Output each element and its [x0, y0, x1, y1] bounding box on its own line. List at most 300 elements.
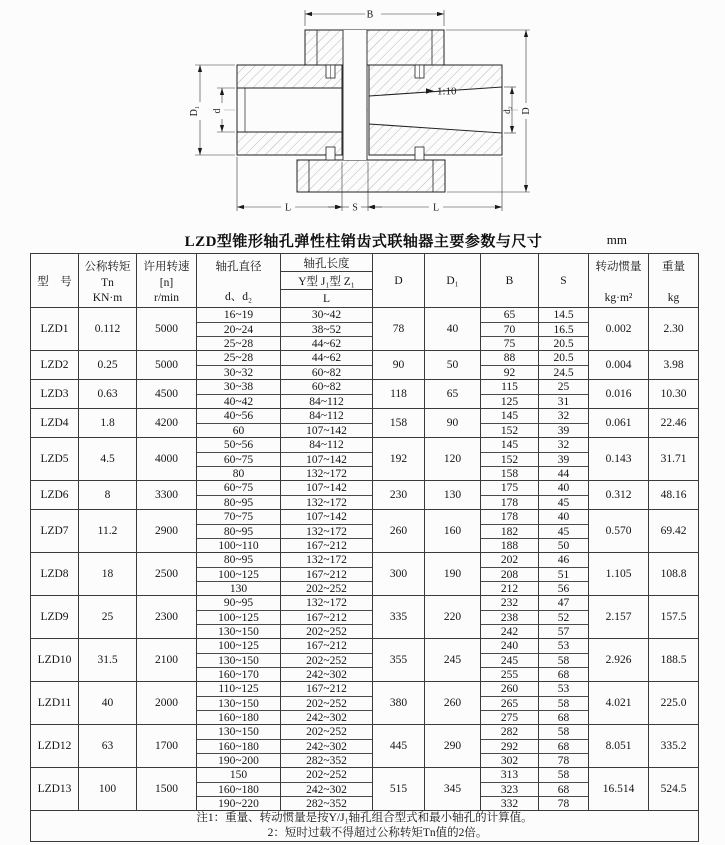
bore-length-cell-sub: 202~252: [306, 726, 347, 738]
B-cell: [481, 380, 539, 409]
S-cell-sub: 53: [557, 640, 570, 652]
S-cell-sub: 20.5: [553, 352, 574, 364]
inertia-cell: 0.312: [589, 481, 649, 510]
D-cell: 230: [373, 481, 425, 510]
S-cell-sub: 14.5: [553, 309, 574, 321]
B-cell-sub: 145: [500, 439, 519, 451]
D1-cell: 120: [425, 438, 481, 481]
speed-cell: 2900: [137, 510, 197, 553]
S-cell-sub: 68: [539, 739, 588, 753]
table-row: [31, 553, 699, 596]
bore-diameter-cell-sub: 100~110: [197, 538, 280, 552]
weight-cell: 48.16: [649, 481, 699, 510]
S-cell-sub: 78: [539, 753, 588, 767]
S-cell-sub: 46: [557, 554, 570, 566]
S-cell: [539, 308, 589, 351]
S-cell-sub: 51: [539, 567, 588, 581]
bore-diameter-cell: [197, 596, 281, 639]
D1-cell: 220: [425, 596, 481, 639]
dim-label-d1: D₁: [189, 105, 200, 117]
bore-diameter-cell-sub: 190~200: [197, 753, 280, 767]
bore-length-cell: [281, 380, 373, 409]
assembly-drawing: [182, 0, 552, 225]
D1-cell: 345: [425, 768, 481, 811]
model-cell: LZD4: [31, 409, 79, 438]
bore-diameter-cell-sub: 80: [197, 466, 280, 480]
bore-diameter-cell: [197, 380, 281, 409]
header-torque: [79, 254, 137, 308]
notes-row: [31, 811, 699, 842]
S-cell-sub: 39: [539, 452, 588, 466]
D-cell: 192: [373, 438, 425, 481]
B-cell-sub: 88: [503, 352, 516, 364]
table-row: [31, 682, 699, 725]
bore-length-cell: [281, 639, 373, 682]
bore-length-cell: [281, 682, 373, 725]
bore-diameter-cell-sub: 130~150: [197, 653, 280, 667]
bore-length-cell-sub: 167~212: [281, 538, 372, 552]
S-cell: [539, 351, 589, 380]
weight-cell: 69.42: [649, 510, 699, 553]
D1-cell: 245: [425, 639, 481, 682]
bore-length-cell-sub: 84~112: [309, 410, 344, 422]
bore-dia-line2: d、d₂: [224, 291, 252, 303]
weight-cell: 2.30: [649, 308, 699, 351]
B-cell-sub: 282: [500, 726, 519, 738]
B-cell-sub: 240: [500, 640, 519, 652]
dim-label-d-outer: D: [521, 107, 532, 115]
torque-cell: 18: [79, 553, 137, 596]
bore-diameter-cell: [197, 481, 281, 510]
B-cell-sub: 125: [481, 394, 538, 408]
bore-diameter-cell-sub: 25~28: [197, 336, 280, 350]
S-cell: [539, 768, 589, 811]
D1-cell: 190: [425, 553, 481, 596]
bore-length-cell-sub: 282~352: [281, 796, 372, 810]
S-cell: [539, 409, 589, 438]
bore-length-cell-sub: 167~212: [306, 683, 347, 695]
bore-length-cell: [281, 351, 373, 380]
B-cell: [481, 596, 539, 639]
torque-cell: 100: [79, 768, 137, 811]
S-cell: [539, 380, 589, 409]
B-cell-sub: 313: [500, 769, 519, 781]
D-cell: 78: [373, 308, 425, 351]
B-cell-sub: 255: [481, 667, 538, 681]
bore-diameter-cell-sub: 30~32: [197, 365, 280, 379]
S-cell: [539, 639, 589, 682]
model-cell: LZD3: [31, 380, 79, 409]
D-cell: 158: [373, 409, 425, 438]
bore-diameter-cell-sub: 30~38: [223, 381, 254, 393]
B-cell-sub: 70: [481, 322, 538, 336]
weight-cell: 524.5: [649, 768, 699, 811]
parameters-table: [30, 253, 699, 842]
bore-diameter-cell-sub: 90~95: [223, 597, 254, 609]
weight-cell: 31.71: [649, 438, 699, 481]
dim-label-l-left: L: [284, 202, 292, 214]
table-row: [31, 438, 699, 481]
weight-cell: 108.8: [649, 553, 699, 596]
D1-cell: 50: [425, 351, 481, 380]
speed-cell: 4200: [137, 409, 197, 438]
bore-diameter-cell-sub: 70~75: [223, 511, 254, 523]
bore-diameter-cell-sub: 160~170: [197, 667, 280, 681]
B-cell-sub: 188: [481, 538, 538, 552]
bore-length-cell-sub: 242~302: [281, 739, 372, 753]
weight-cell: 22.46: [649, 409, 699, 438]
table-row: [31, 481, 699, 510]
bore-diameter-cell: [197, 639, 281, 682]
D-cell: 355: [373, 639, 425, 682]
inertia-cell: 0.061: [589, 409, 649, 438]
speed-cell: 2100: [137, 639, 197, 682]
header-row: [31, 254, 699, 308]
speed-cell: 1700: [137, 725, 197, 768]
bore-diameter-cell-sub: 110~125: [218, 683, 259, 695]
header-model: [31, 254, 79, 308]
B-cell-sub: 92: [481, 365, 538, 379]
bore-diameter-cell-sub: 80~95: [223, 554, 254, 566]
D-cell: 300: [373, 553, 425, 596]
B-cell-sub: 115: [501, 381, 518, 393]
speed-cell: 2300: [137, 596, 197, 639]
B-cell: [481, 481, 539, 510]
D1-cell: 40: [425, 308, 481, 351]
S-cell: [539, 510, 589, 553]
bore-length-cell-sub: 44~62: [311, 352, 342, 364]
torque-line3: KN·m: [92, 292, 123, 304]
notes-cell: [31, 811, 699, 842]
S-cell-sub: 68: [539, 667, 588, 681]
torque-line1: 公称转矩: [84, 261, 131, 273]
B-cell: [481, 409, 539, 438]
bore-length-cell-sub: 202~252: [306, 769, 347, 781]
weight-cell: 157.5: [649, 596, 699, 639]
speed-cell: 4000: [137, 438, 197, 481]
D1-cell: 160: [425, 510, 481, 553]
S-cell-sub: 44: [539, 466, 588, 480]
speed-cell: 1500: [137, 768, 197, 811]
S-cell-sub: 58: [557, 726, 570, 738]
B-cell-sub: 245: [481, 653, 538, 667]
D1-cell: 90: [425, 409, 481, 438]
speed-cell: 2000: [137, 682, 197, 725]
note-line-1: 注1：重量、转动惯量是按Y/J₁轴孔组合型式和最小轴孔的计算值。: [196, 812, 533, 824]
B-cell: [481, 725, 539, 768]
bore-diameter-cell-sub: 150: [229, 769, 248, 781]
bore-diameter-cell-sub: 160~180: [197, 739, 280, 753]
B-cell: [481, 639, 539, 682]
S-cell-sub: 16.5: [539, 322, 588, 336]
torque-cell: 4.5: [79, 438, 137, 481]
S-cell: [539, 596, 589, 639]
B-cell-sub: 212: [481, 581, 538, 595]
S-cell-sub: 45: [539, 524, 588, 538]
S-cell-sub: 47: [557, 597, 570, 609]
S-cell-sub: 58: [557, 769, 570, 781]
weight-line2: kg: [667, 292, 680, 304]
bore-diameter-cell-sub: 25~28: [223, 352, 254, 364]
dim-label-d-bore: d: [212, 108, 223, 114]
model-cell: LZD10: [31, 639, 79, 682]
inertia-cell: 0.570: [589, 510, 649, 553]
header-S: S: [539, 254, 589, 308]
header-D: D: [373, 254, 425, 308]
inertia-cell: 0.002: [589, 308, 649, 351]
B-cell: [481, 682, 539, 725]
S-cell-sub: 58: [539, 696, 588, 710]
speed-cell: 2500: [137, 553, 197, 596]
torque-cell: 1.8: [79, 409, 137, 438]
model-cell: LZD5: [31, 438, 79, 481]
bore-length-cell-sub: 202~252: [281, 653, 372, 667]
D-cell: 445: [373, 725, 425, 768]
model-cell: LZD11: [31, 682, 79, 725]
speed-cell: 3300: [137, 481, 197, 510]
bore-length-cell-sub: 167~212: [281, 567, 372, 581]
B-cell-sub: 265: [481, 696, 538, 710]
bore-len-line1: 轴孔长度: [303, 257, 350, 270]
bore-diameter-cell-sub: 50~56: [223, 439, 254, 451]
dim-label-l-right: L: [432, 202, 440, 214]
B-cell-sub: 208: [481, 567, 538, 581]
D-cell: 380: [373, 682, 425, 725]
header-B: B: [481, 254, 539, 308]
model-cell: LZD8: [31, 553, 79, 596]
bore-length-cell-sub: 167~212: [306, 640, 347, 652]
model-cell: LZD12: [31, 725, 79, 768]
table-row: [31, 639, 699, 682]
S-cell-sub: 52: [539, 610, 588, 624]
bore-length-cell-sub: 60~82: [281, 365, 372, 379]
bore-diameter-cell: [197, 553, 281, 596]
model-cell: LZD7: [31, 510, 79, 553]
dim-label-s: S: [352, 202, 358, 214]
bore-diameter-cell: [197, 725, 281, 768]
S-cell-sub: 57: [539, 624, 588, 638]
S-cell: [539, 725, 589, 768]
D1-cell: 65: [425, 380, 481, 409]
bore-length-cell-sub: 282~352: [281, 753, 372, 767]
torque-cell: 0.25: [79, 351, 137, 380]
D-cell: 90: [373, 351, 425, 380]
D-cell: 335: [373, 596, 425, 639]
bore-diameter-cell-sub: 100~125: [197, 567, 280, 581]
inertia-cell: 1.105: [589, 553, 649, 596]
bore-length-cell: [281, 409, 373, 438]
bore-diameter-cell-sub: 160~180: [197, 710, 280, 724]
bore-length-cell-sub: 107~142: [281, 423, 372, 437]
table-row: [31, 510, 699, 553]
S-cell-sub: 32: [557, 439, 570, 451]
left-bore: [237, 88, 342, 132]
torque-cell: 31.5: [79, 639, 137, 682]
weight-line1: 重量: [662, 261, 685, 273]
torque-cell: 11.2: [79, 510, 137, 553]
bore-diameter-cell-sub: 100~125: [197, 610, 280, 624]
page-title: LZD型锥形轴孔弹性柱销齿式联轴器主要参数与尺寸: [184, 234, 543, 250]
torque-cell: 63: [79, 725, 137, 768]
bore-length-cell-sub: 132~172: [306, 597, 347, 609]
S-cell: [539, 553, 589, 596]
S-cell-sub: 32: [557, 410, 570, 422]
header-bore-length: [281, 254, 373, 308]
B-cell-sub: 242: [481, 624, 538, 638]
weight-cell: 225.0: [649, 682, 699, 725]
weight-cell: 10.30: [649, 380, 699, 409]
S-cell-sub: 53: [557, 683, 570, 695]
model-cell: LZD13: [31, 768, 79, 811]
bore-length-cell: [281, 768, 373, 811]
header-model-label: 型 号: [37, 275, 72, 288]
bore-length-cell-sub: 132~172: [281, 495, 372, 509]
dim-label-d2: d₂: [502, 106, 512, 114]
S-cell-sub: 45: [539, 495, 588, 509]
bore-diameter-cell-sub: 60~75: [223, 482, 254, 494]
speed-line1: 许用转速: [143, 261, 190, 273]
B-cell-sub: 202: [500, 554, 519, 566]
table-row: [31, 308, 699, 351]
bore-length-cell: [281, 725, 373, 768]
inertia-cell: 0.004: [589, 351, 649, 380]
torque-cell: 25: [79, 596, 137, 639]
B-cell: [481, 553, 539, 596]
model-cell: LZD6: [31, 481, 79, 510]
gap-column: [343, 30, 367, 160]
bore-diameter-cell: [197, 768, 281, 811]
B-cell: [481, 308, 539, 351]
S-cell-sub: 78: [539, 796, 588, 810]
torque-cell: 40: [79, 682, 137, 725]
B-cell-sub: 152: [481, 452, 538, 466]
bore-diameter-cell: [197, 308, 281, 351]
S-cell-sub: 31: [539, 394, 588, 408]
bore-diameter-cell: [197, 409, 281, 438]
bore-len-line2: Y型 J₁型 Z₁: [281, 271, 372, 289]
bore-length-cell-sub: 107~142: [306, 482, 347, 494]
weight-cell: 3.98: [649, 351, 699, 380]
bore-length-cell: [281, 438, 373, 481]
bore-diameter-cell-sub: 80~95: [197, 524, 280, 538]
B-cell: [481, 510, 539, 553]
bore-diameter-cell-sub: 40~56: [223, 410, 254, 422]
bore-diameter-cell-sub: 100~125: [218, 640, 259, 652]
coupling-section-drawing: [182, 0, 552, 225]
table-row: [31, 596, 699, 639]
speed-cell: 5000: [137, 308, 197, 351]
taper-label: 1:10: [437, 85, 457, 98]
bore-length-cell-sub: 242~302: [281, 782, 372, 796]
inertia-cell: 2.926: [589, 639, 649, 682]
model-cell: LZD2: [31, 351, 79, 380]
bore-length-cell-sub: 60~82: [311, 381, 342, 393]
bore-diameter-cell-sub: 190~220: [197, 796, 280, 810]
torque-line2: Tn: [101, 277, 114, 289]
speed-cell: 5000: [137, 351, 197, 380]
bore-diameter-cell-sub: 160~180: [197, 782, 280, 796]
B-cell-sub: 152: [481, 423, 538, 437]
B-cell-sub: 158: [481, 466, 538, 480]
header-D1: D₁: [425, 254, 481, 308]
B-cell-sub: 182: [481, 524, 538, 538]
S-cell-sub: 24.5: [539, 365, 588, 379]
S-cell-sub: 56: [539, 581, 588, 595]
bore-length-cell-sub: 242~302: [281, 710, 372, 724]
speed-line3: r/min: [154, 292, 179, 304]
S-cell-sub: 50: [539, 538, 588, 552]
bore-diameter-cell-sub: 40~42: [197, 394, 280, 408]
inertia-cell: 8.051: [589, 725, 649, 768]
bore-dia-line1: 轴孔直径: [215, 261, 262, 273]
header-bore-diameter: [197, 254, 281, 308]
B-cell-sub: 178: [500, 511, 519, 523]
bore-diameter-cell-sub: 60~75: [197, 452, 280, 466]
bore-length-cell-sub: 38~52: [281, 322, 372, 336]
B-cell-sub: 302: [481, 753, 538, 767]
bore-length-cell: [281, 596, 373, 639]
bore-diameter-cell-sub: 80~95: [197, 495, 280, 509]
B-cell-sub: 178: [481, 495, 538, 509]
table-row: [31, 725, 699, 768]
B-cell-sub: 75: [481, 336, 538, 350]
torque-cell: 8: [79, 481, 137, 510]
bore-length-cell: [281, 553, 373, 596]
B-cell: [481, 768, 539, 811]
table-row: [31, 768, 699, 811]
S-cell-sub: 25: [557, 381, 570, 393]
bore-length-cell-sub: 30~42: [311, 309, 342, 321]
D-cell: 260: [373, 510, 425, 553]
S-cell-sub: 58: [539, 653, 588, 667]
inertia-cell: 16.514: [589, 768, 649, 811]
B-cell-sub: 292: [481, 739, 538, 753]
B-cell: [481, 351, 539, 380]
table-row: [31, 409, 699, 438]
B-cell-sub: 65: [503, 309, 516, 321]
inertia-cell: 0.143: [589, 438, 649, 481]
S-cell-sub: 40: [557, 511, 570, 523]
model-cell: LZD9: [31, 596, 79, 639]
B-cell-sub: 260: [500, 683, 519, 695]
B-cell-sub: 232: [500, 597, 519, 609]
S-cell-sub: 68: [539, 710, 588, 724]
S-cell: [539, 481, 589, 510]
table-body: [31, 308, 699, 811]
inertia-line1: 转动惯量: [595, 261, 642, 273]
title-row: [30, 230, 697, 252]
D1-cell: 260: [425, 682, 481, 725]
bore-length-cell-sub: 202~252: [281, 696, 372, 710]
B-cell-sub: 238: [481, 610, 538, 624]
model-cell: LZD1: [31, 308, 79, 351]
bore-diameter-cell-sub: 130~150: [218, 726, 259, 738]
bore-length-cell-sub: 107~142: [306, 511, 347, 523]
bore-length-cell: [281, 510, 373, 553]
bore-length-cell-sub: 242~302: [281, 667, 372, 681]
S-cell: [539, 682, 589, 725]
bore-length-cell-sub: 202~252: [281, 624, 372, 638]
header-speed: [137, 254, 197, 308]
bore-diameter-cell: [197, 682, 281, 725]
D-cell: 515: [373, 768, 425, 811]
bore-length-cell: [281, 308, 373, 351]
bore-length-cell-sub: 202~252: [281, 581, 372, 595]
header-weight: [649, 254, 699, 308]
B-cell-sub: 145: [500, 410, 519, 422]
bore-length-cell-sub: 107~142: [281, 452, 372, 466]
S-cell-sub: 39: [539, 423, 588, 437]
